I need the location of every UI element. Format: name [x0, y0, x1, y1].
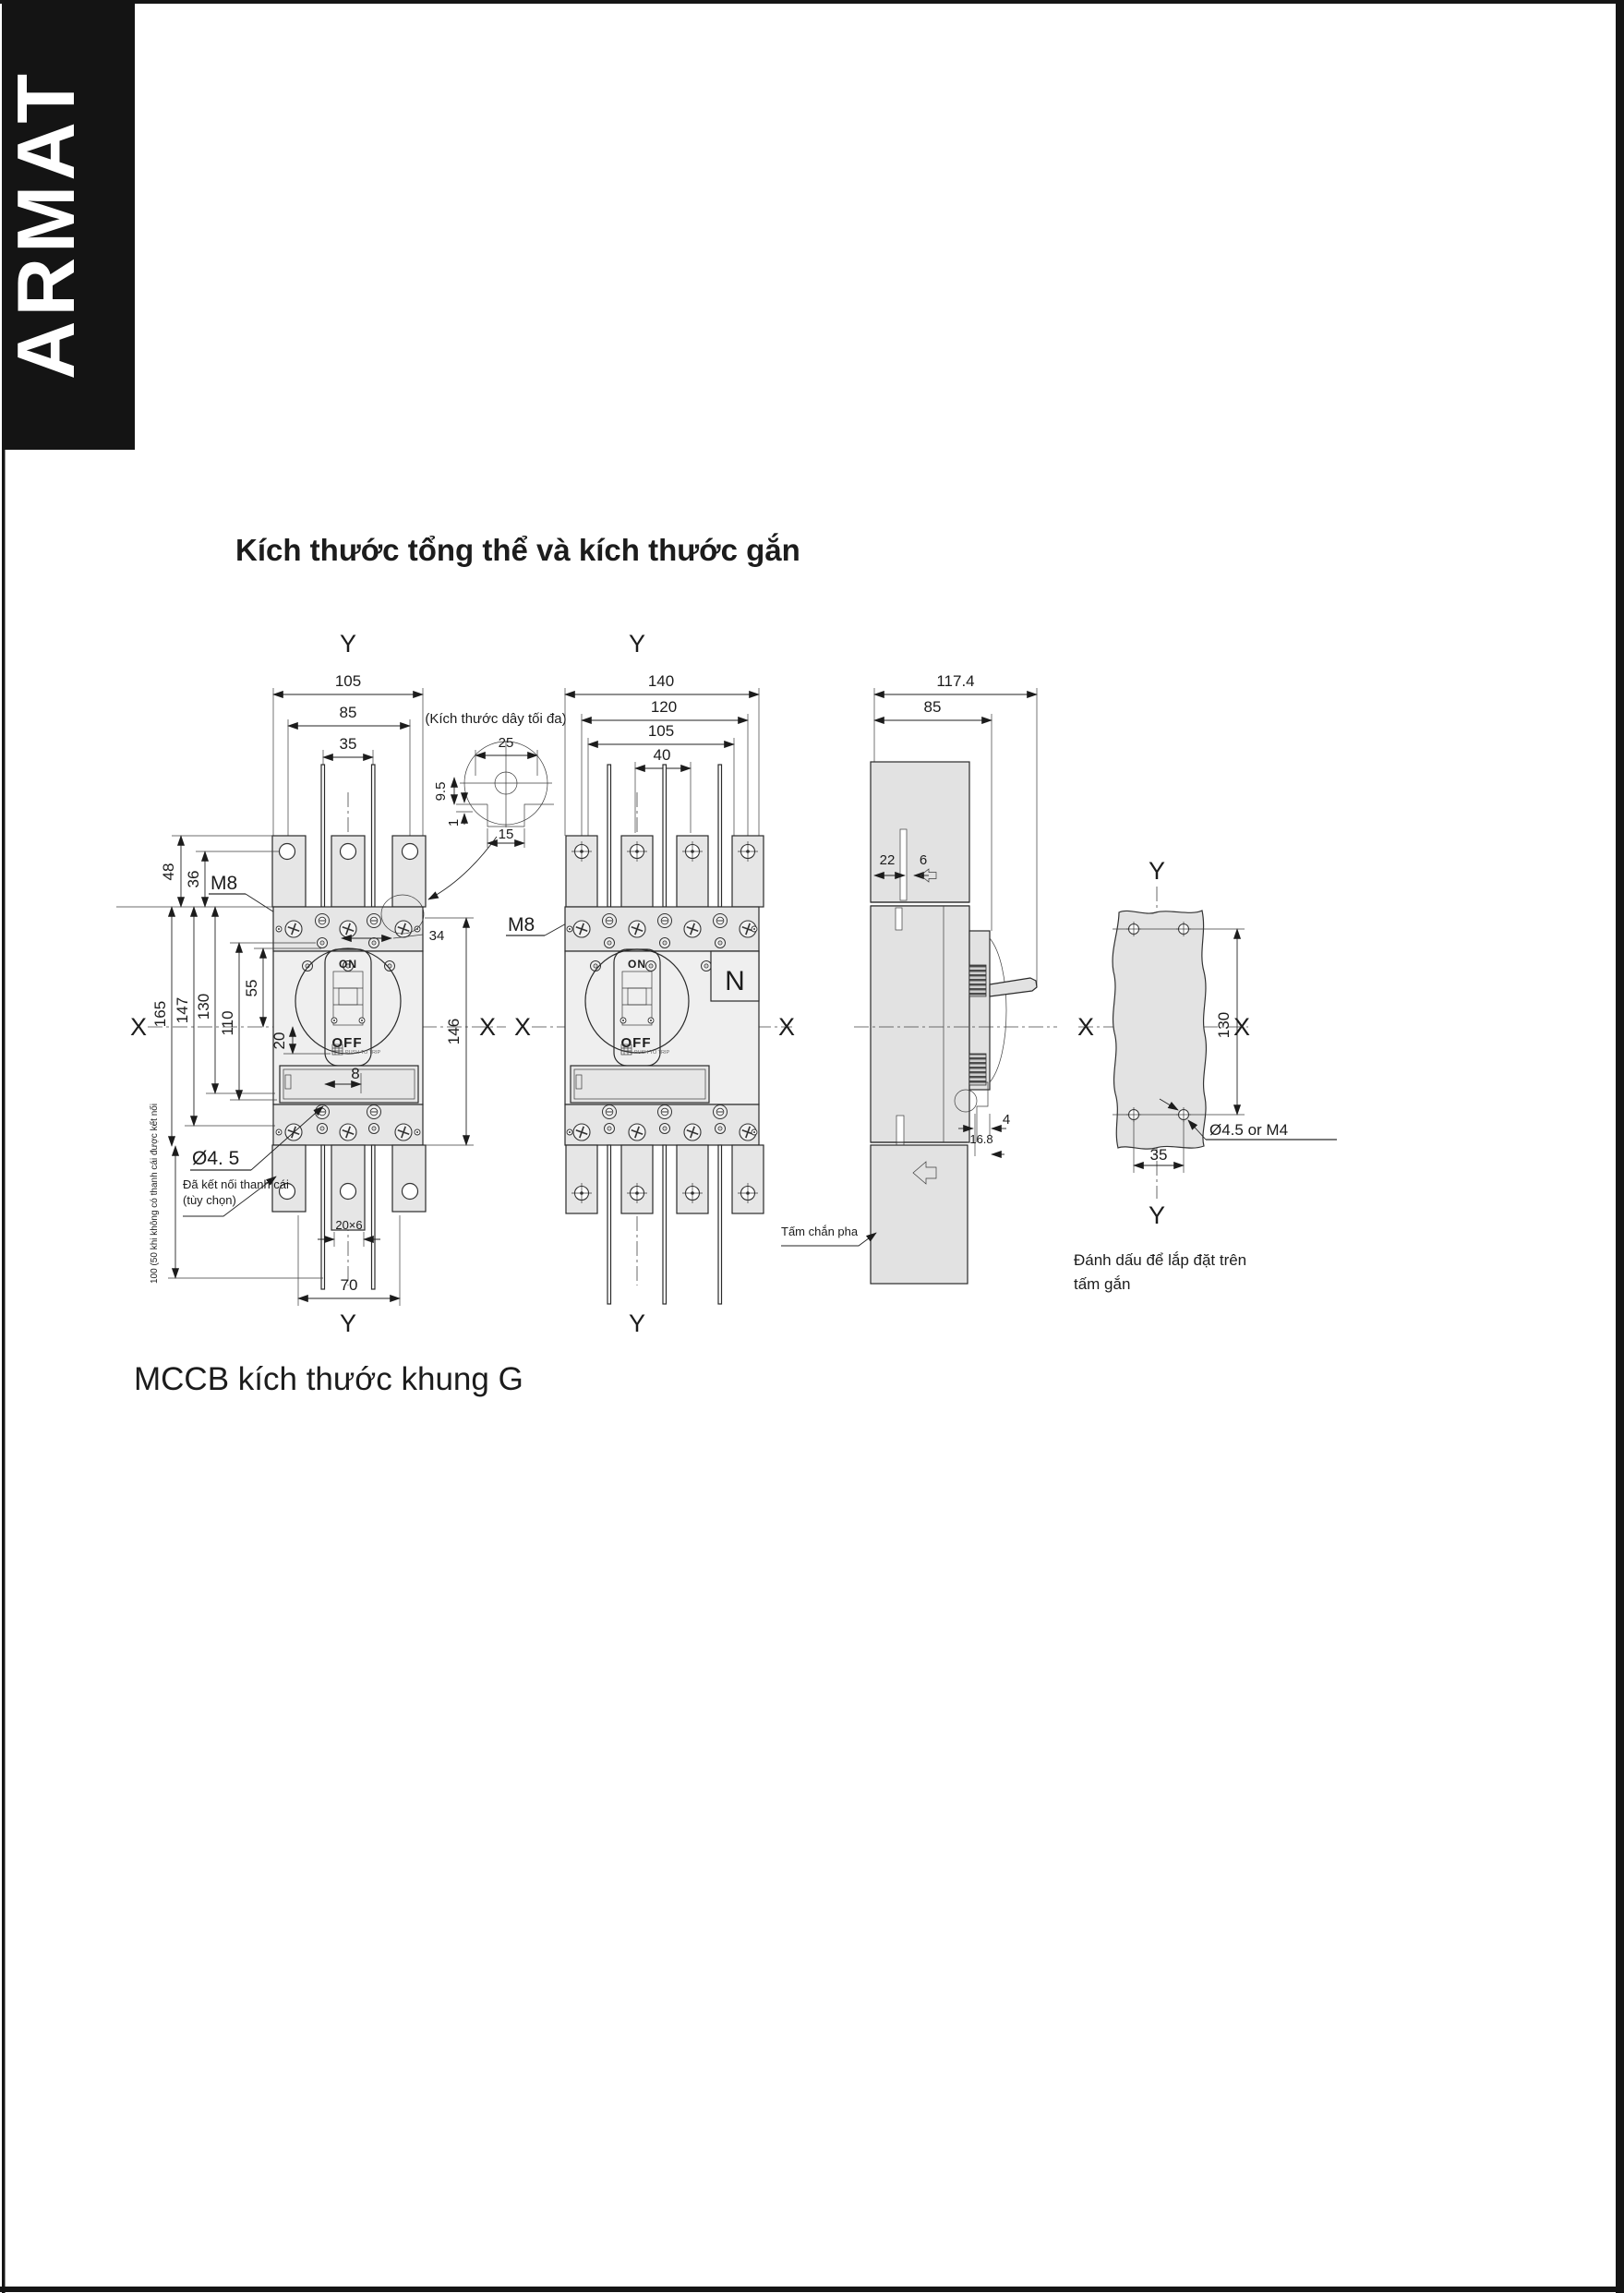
terminal-cover: [871, 762, 969, 902]
brand-block: [0, 0, 135, 450]
front-view-4p: [506, 630, 795, 1337]
busbar-rod: [372, 1145, 376, 1289]
dim-22: 22: [879, 852, 896, 868]
molded-case-side: [871, 906, 969, 1142]
dim-147: 147: [174, 996, 191, 1024]
axis-label-x-right: X: [777, 1013, 796, 1041]
figure-caption: MCCB kích thước khung G: [134, 1361, 523, 1397]
push-to-trip-label: PUSH TO TRIP: [634, 1050, 670, 1056]
dim-130: 130: [195, 993, 212, 1020]
axis-label-x-left: X: [129, 1013, 148, 1041]
off-label: OFF: [331, 1035, 363, 1051]
dim-130: 130: [1215, 1011, 1233, 1039]
busbar-rod: [718, 1145, 722, 1304]
axis-label-x-right: X: [478, 1013, 497, 1041]
dim-6: 6: [919, 852, 928, 868]
lug-detail: [425, 711, 566, 848]
dim-4: 4: [1002, 1112, 1011, 1128]
thread-label-m8: M8: [211, 873, 238, 894]
busbar-rod: [607, 765, 611, 907]
busbar-rod: [372, 765, 376, 907]
dim-165: 165: [151, 1000, 169, 1028]
axis-label-y-top: Y: [628, 630, 646, 658]
dim-55: 55: [243, 979, 260, 997]
rating-label-recess: [571, 1066, 709, 1103]
terminal-tab: [392, 1145, 426, 1212]
lug-note: (Kích thước dây tối đa): [425, 711, 567, 727]
dim-105: 105: [334, 672, 362, 690]
thread-label-m8: M8: [508, 914, 535, 935]
dim-85: 85: [923, 698, 942, 716]
off-label: OFF: [620, 1035, 652, 1051]
dim-110: 110: [219, 1010, 236, 1036]
busbar-rod: [663, 765, 667, 907]
neutral-label: N: [725, 966, 745, 996]
busbar-rod: [607, 1145, 611, 1304]
busbar-rod: [321, 765, 325, 907]
dim-15: 15: [498, 827, 514, 842]
dim-16-8: 16.8: [969, 1132, 993, 1146]
on-label: ON: [628, 958, 646, 971]
dim-35: 35: [1149, 1146, 1168, 1164]
page-title: Kích thước tổng thể và kích thước gắn: [235, 533, 800, 567]
dim-120: 120: [650, 698, 678, 716]
busbar-rod: [321, 1145, 325, 1289]
dim-1: 1: [446, 818, 462, 827]
axis-label-x-left: X: [513, 1013, 532, 1041]
dim-20: 20: [271, 1032, 288, 1050]
plate-caption-line1: Đánh dấu để lắp đặt trên: [1074, 1251, 1247, 1269]
dim-8: 8: [351, 1065, 360, 1082]
toggle-handle: [990, 978, 1037, 996]
busbar-note-line2: (tùy chọn): [183, 1193, 236, 1207]
case-slot: [896, 908, 902, 930]
side-view: [781, 672, 1057, 1284]
mounting-plate: [1113, 911, 1206, 1149]
dim-35: 35: [339, 735, 357, 753]
axis-label-y-bottom: Y: [628, 1309, 646, 1337]
axis-label-y-top: Y: [339, 630, 357, 658]
front-view-3p: [116, 630, 506, 1337]
dim-146: 146: [445, 1018, 463, 1045]
dim-117-4: 117.4: [936, 672, 975, 690]
hole-dia-label: Ø4. 5: [192, 1148, 240, 1169]
dim-40: 40: [653, 746, 671, 764]
busbar-rod: [663, 1145, 667, 1304]
mounting-hole-label: Ø4.5 or M4: [1209, 1121, 1289, 1139]
dim-140: 140: [647, 672, 675, 690]
push-to-trip-label: PUSH TO TRIP: [345, 1050, 381, 1056]
busbar-length-note: 100 (50 khi không có thanh cái được kết nối: [150, 1103, 160, 1284]
cover-slot: [900, 829, 907, 900]
dim-70: 70: [340, 1276, 358, 1294]
plate-caption-line2: tấm gắn: [1074, 1275, 1131, 1293]
axis-label-x-left: X: [1077, 1013, 1095, 1041]
busbar-rod: [718, 765, 722, 907]
brand-logo: ARMAT: [0, 68, 91, 380]
axis-label-x-right: X: [1233, 1013, 1251, 1041]
axis-label-y-bottom: Y: [339, 1309, 357, 1337]
dim-85: 85: [339, 704, 357, 721]
dim-48: 48: [160, 863, 177, 881]
dim-20x6: 20×6: [335, 1218, 363, 1232]
handle-rib: [969, 1054, 986, 1085]
dim-25: 25: [498, 735, 514, 751]
busbar-note-line1: Đã kết nối thanh cái: [183, 1177, 289, 1191]
phase-barrier-label: Tấm chắn pha: [781, 1225, 859, 1238]
dim-36: 36: [185, 870, 202, 888]
dim-9-5: 9.5: [433, 781, 449, 802]
phase-barrier-plate: [871, 1145, 968, 1284]
on-label: ON: [339, 958, 357, 971]
escutcheon-arc: [990, 938, 1006, 1082]
mounting-plate-view: [1074, 857, 1337, 1293]
axis-label-y-bottom: Y: [1148, 1201, 1166, 1229]
handle-rib: [969, 965, 986, 996]
dim-34: 34: [428, 928, 445, 944]
axis-label-y-top: Y: [1148, 857, 1166, 885]
dim-105: 105: [647, 722, 675, 740]
